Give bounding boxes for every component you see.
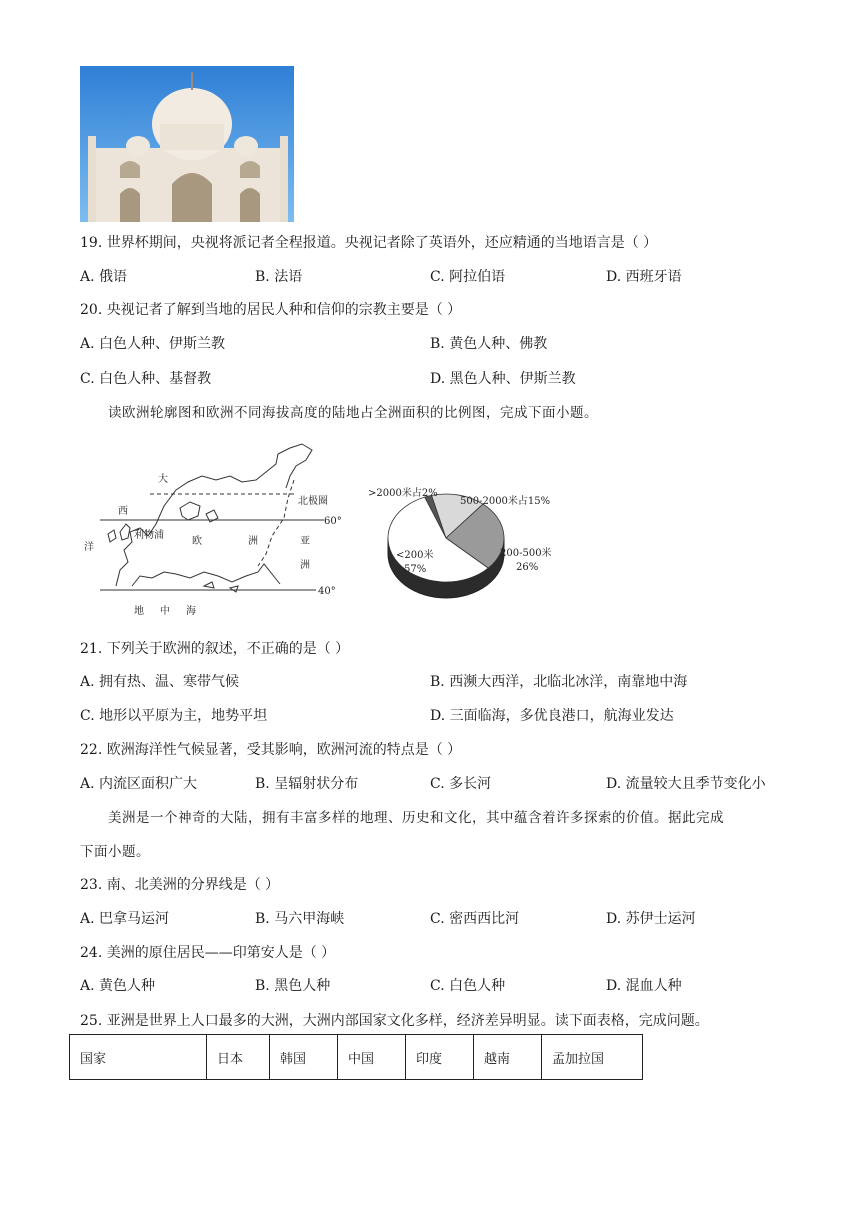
map-label-hai: 海 xyxy=(186,606,196,617)
q24-option-a[interactable]: A. 黄色人种 xyxy=(80,978,156,994)
table-cell-japan: 日本 xyxy=(207,1035,270,1080)
map-label-arctic-circle: 北极圈 xyxy=(298,496,328,507)
q23-option-c[interactable]: C. 密西西比河 xyxy=(430,911,520,927)
q20-option-b[interactable]: B. 黄色人种、佛教 xyxy=(430,336,548,352)
q24-option-d[interactable]: D. 混血人种 xyxy=(606,978,682,994)
pie-label-under-200-pct: 57% xyxy=(404,564,427,575)
q20-option-c[interactable]: C. 白色人种、基督教 xyxy=(80,371,212,387)
q22-option-a[interactable]: A. 内流区面积广大 xyxy=(80,776,198,792)
q19-option-c[interactable]: C. 阿拉伯语 xyxy=(430,269,506,285)
table-row xyxy=(70,1035,643,1080)
q21-option-c[interactable]: C. 地形以平原为主，地势平坦 xyxy=(80,708,268,724)
map-label-yang: 洋 xyxy=(84,542,94,553)
map-label-40: 40° xyxy=(318,586,336,597)
map-label-zhou: 洲 xyxy=(248,536,258,547)
pie-label-over-2000: >2000米占2% xyxy=(368,488,438,499)
america-intro-line1: 美洲是一个神奇的大陆，拥有丰富多样的地理、历史和文化，其中蕴含着许多探索的价值。据此完成 xyxy=(108,810,724,826)
elevation-pie-chart xyxy=(360,476,580,621)
table-cell-india: 印度 xyxy=(406,1035,474,1080)
q19-option-d[interactable]: D. 西班牙语 xyxy=(606,269,682,285)
question-20: 20. 央视记者了解到当地的居民人种和信仰的宗教主要是（ ） xyxy=(80,302,462,318)
q20-option-a[interactable]: A. 白色人种、伊斯兰教 xyxy=(80,336,226,352)
question-21: 21. 下列关于欧洲的叙述，不正确的是（ ） xyxy=(80,641,350,657)
map-label-da: 大 xyxy=(158,474,168,485)
europe-outline-map xyxy=(80,436,350,621)
pie-label-500-2000: 500-2000米占15% xyxy=(460,496,551,507)
pie-label-200-500: 200-500米 xyxy=(500,548,552,559)
question-22: 22. 欧洲海洋性气候显著，受其影响，欧洲河流的特点是（ ） xyxy=(80,742,462,758)
question-25: 25. 亚洲是世界上人口最多的大洲，大洲内部国家文化多样，经济差异明显。读下面表格，完成问题。 xyxy=(80,1013,709,1029)
q24-option-c[interactable]: C. 白色人种 xyxy=(430,978,506,994)
taj-mahal-photo xyxy=(80,66,294,222)
map-label-xi: 西 xyxy=(118,506,128,517)
table-cell-china: 中国 xyxy=(338,1035,406,1080)
q19-option-a[interactable]: A. 俄语 xyxy=(80,269,128,285)
q19-option-b[interactable]: B. 法语 xyxy=(255,269,303,285)
q23-option-d[interactable]: D. 苏伊士运河 xyxy=(606,911,696,927)
q24-option-b[interactable]: B. 黑色人种 xyxy=(255,978,331,994)
map-label-liverpool: 利物浦 xyxy=(134,530,164,541)
q23-option-b[interactable]: B. 马六甲海峡 xyxy=(255,911,345,927)
q22-option-c[interactable]: C. 多长河 xyxy=(430,776,492,792)
map-label-zhong: 中 xyxy=(160,606,170,617)
table-cell-korea: 韩国 xyxy=(270,1035,338,1080)
map-label-di: 地 xyxy=(134,606,144,617)
q21-option-a[interactable]: A. 拥有热、温、寒带气候 xyxy=(80,674,240,690)
pie-label-under-200: <200米 xyxy=(396,550,434,561)
asia-countries-table xyxy=(69,1034,643,1080)
q22-option-b[interactable]: B. 呈辐射状分布 xyxy=(255,776,359,792)
table-cell-vietnam: 越南 xyxy=(474,1035,542,1080)
america-intro-line2: 下面小题。 xyxy=(80,844,150,860)
question-24: 24. 美洲的原住居民——印第安人是（ ） xyxy=(80,945,336,961)
q22-option-d[interactable]: D. 流量较大且季节变化小 xyxy=(606,776,766,792)
pie-label-200-500-pct: 26% xyxy=(516,562,539,573)
table-cell-bangladesh: 孟加拉国 xyxy=(542,1035,643,1080)
map-label-60: 60° xyxy=(324,516,342,527)
q23-option-a[interactable]: A. 巴拿马运河 xyxy=(80,911,170,927)
q20-option-d[interactable]: D. 黑色人种、伊斯兰教 xyxy=(430,371,576,387)
question-23: 23. 南、北美洲的分界线是（ ） xyxy=(80,877,280,893)
map-label-zhou-asia: 洲 xyxy=(300,560,310,571)
map-label-ou: 欧 xyxy=(192,536,202,547)
q21-option-d[interactable]: D. 三面临海，多优良港口，航海业发达 xyxy=(430,708,674,724)
map-label-ya: 亚 xyxy=(300,536,310,547)
q21-option-b[interactable]: B. 西濒大西洋，北临北冰洋，南靠地中海 xyxy=(430,674,688,690)
europe-intro-text: 读欧洲轮廓图和欧洲不同海拔高度的陆地占全洲面积的比例图，完成下面小题。 xyxy=(108,405,598,421)
question-19: 19. 世界杯期间，央视将派记者全程报道。央视记者除了英语外，还应精通的当地语言是（ ） xyxy=(80,235,658,251)
table-cell-country-header: 国家 xyxy=(70,1035,207,1080)
